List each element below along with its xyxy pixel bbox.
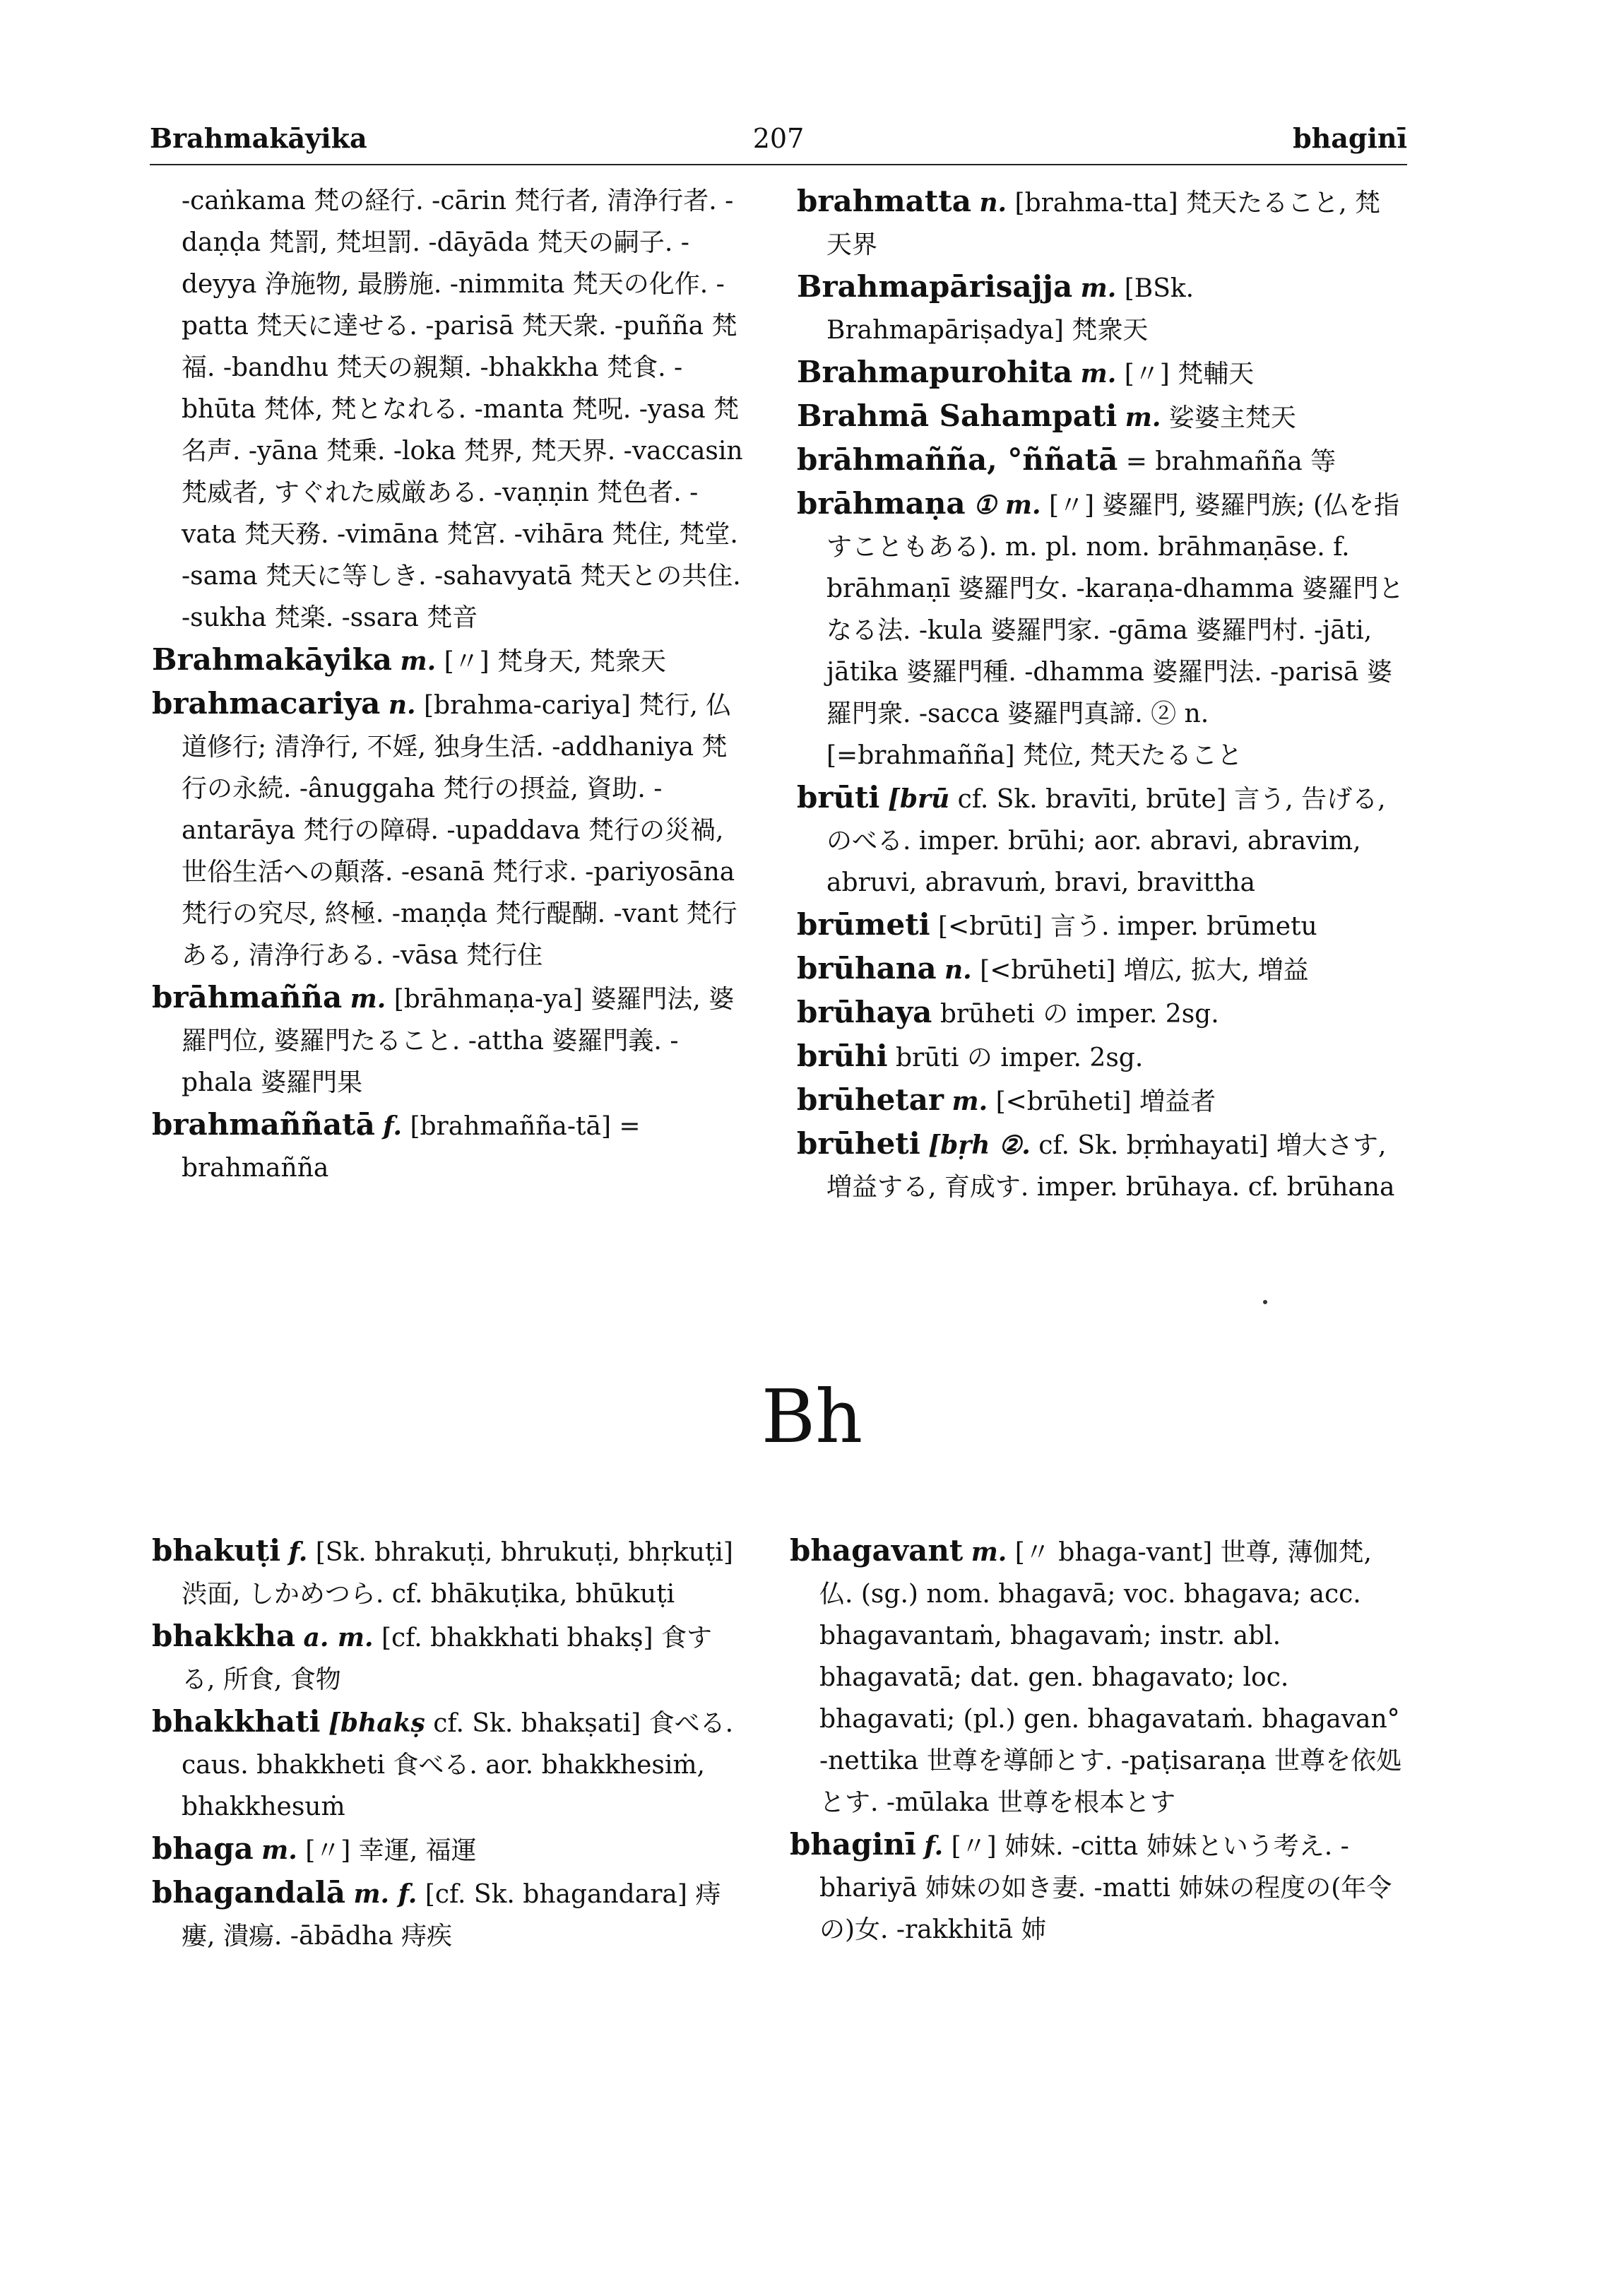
grammar-label: m. [350, 984, 386, 1014]
dictionary-entry [797, 1035, 1404, 1079]
grammar-label: m. [971, 1537, 1007, 1567]
definition: [〃] 梵身天, 梵衆天 [444, 647, 666, 676]
grammar-label: m. [1125, 403, 1161, 432]
header-left-guide-word: Brahmakāyika [150, 122, 367, 154]
upper-right-column [797, 180, 1404, 1208]
definition: [brāhmaṇa-ya] 婆羅門法, 婆羅門位, 婆羅門たること. -attha 婆羅門義. -phala 婆羅門果 [182, 985, 735, 1097]
definition: cf. Sk. bravīti, brūte] 言う, 告げる, のべる. imper. brūhi; aor. abravi, abravim, abruvi, abravuṁ, bravi, bravittha [826, 785, 1386, 897]
headword: brahmatta [797, 184, 971, 218]
dictionary-entry [797, 991, 1404, 1035]
grammar-label: [bṛh ②. [928, 1130, 1031, 1160]
headword: brūhana [797, 951, 937, 986]
headword: brūheti [797, 1126, 920, 1161]
dictionary-entry [797, 483, 1404, 776]
dictionary-entry [790, 1823, 1411, 1951]
headword: brāhmañña, °ññatā [797, 442, 1118, 477]
definition: brūheti の imper. 2sg. [940, 1000, 1219, 1029]
header-rule [150, 164, 1407, 165]
definition: cf. Sk. bṛṁhayati] 増大さす, 増益する, 育成す. imper. brūhaya. cf. brūhana [826, 1131, 1395, 1202]
definition: [brahma-cariya] 梵行, 仏道修行; 清浄行, 不婬, 独身生活. -addhaniya 梵行の永続. -ânuggaha 梵行の摂益, 資助. -antarāya 梵行の障碍. -upaddava 梵行の災禍, 世俗生活への顛落. -esanā 梵行求. -pariyosāna 梵行の究尽, 終極. -maṇḍa 梵行醍醐. -vant 梵行ある, 清浄行ある. -vāsa 梵行住 [182, 691, 737, 970]
grammar-label: n. [388, 690, 416, 720]
headword: bhaga [152, 1831, 254, 1866]
headword: bhagavant [790, 1533, 964, 1568]
definition: [brahmañña-tā] = brahmañña [182, 1112, 641, 1183]
definition: [〃] 姉妹. -citta 姉妹という考え. -bhariyā 姉妹の如き妻. -matti 姉妹の程度の(年令の)女. -rakkhitā 姉 [819, 1832, 1392, 1944]
dictionary-entry [790, 1530, 1411, 1823]
definition: 娑婆主梵天 [1168, 403, 1296, 432]
headword: bhaginī [790, 1827, 916, 1862]
section-letter-heading: Bh [761, 1373, 863, 1460]
definition: [cf. Sk. bhagandara] 痔瘻, 潰瘍. -ābādha 痔疾 [182, 1880, 721, 1951]
grammar-label: [brū [887, 784, 950, 814]
headword: brūti [797, 780, 880, 815]
definition: [Sk. bhrakuṭi, bhrukuṭi, bhṛkuṭi] 渋面, しかめつら. cf. bhākuṭika, bhūkuṭi [182, 1538, 733, 1609]
grammar-label: m. [400, 646, 437, 676]
dictionary-entry [797, 1123, 1404, 1208]
definition: = brahmañña 等 [1125, 447, 1336, 476]
definition: [brahma-tta] 梵天たること, 梵天界 [826, 189, 1381, 259]
definition: [<brūheti] 増益者 [995, 1087, 1216, 1116]
dictionary-entry [797, 180, 1404, 266]
headword: Brahmakāyika [152, 642, 393, 677]
headword: bhakkhati [152, 1704, 321, 1739]
grammar-label: f. [288, 1537, 308, 1567]
dictionary-entry [152, 1701, 745, 1828]
grammar-label: ① m. [973, 490, 1041, 520]
dictionary-entry [152, 1530, 745, 1615]
headword: Brahmā Sahampati [797, 398, 1118, 433]
grammar-label: m. f. [353, 1879, 417, 1909]
dictionary-entry [152, 1872, 745, 1957]
dictionary-entry [797, 439, 1404, 483]
grammar-label: m. [261, 1835, 297, 1865]
grammar-label: f. [924, 1831, 944, 1861]
grammar-label: m. [1080, 273, 1117, 303]
definition: [<brūti] 言う. imper. brūmetu [938, 912, 1317, 941]
grammar-label: [bhakṣ [328, 1708, 425, 1738]
definition: [cf. bhakkhati bhakṣ] 食する, 所食, 食物 [182, 1624, 713, 1694]
dictionary-entry [152, 1615, 745, 1701]
definition: [<brūheti] 増広, 拡大, 増益 [980, 956, 1309, 985]
grammar-label: f. [383, 1111, 403, 1141]
dictionary-entry [152, 639, 745, 682]
grammar-label: a. m. [303, 1623, 374, 1652]
upper-left-column [152, 180, 745, 1189]
headword: bhakkha [152, 1619, 296, 1653]
print-speck [1263, 1300, 1267, 1304]
headword: bhakuṭi [152, 1533, 281, 1568]
headword: brāhmañña [152, 980, 343, 1015]
headword: brūhi [797, 1039, 888, 1073]
dictionary-entry [797, 351, 1404, 395]
continuation-text: -caṅkama 梵の経行. -cārin 梵行者, 清浄行者. -daṇḍa 梵罰, 梵坦罰. -dāyāda 梵天の嗣子. -deyya 浄施物, 最勝施. -nimmita 梵天の化作. -patta 梵天に達せる. -parisā 梵天衆. -puñña 梵福. -bandhu 梵天の親類. -bhakkha 梵食. -bhūta 梵体, 梵となれる. -manta 梵呪. -yasa 梵名声. -yāna 梵乗. -loka 梵界, 梵天界. -vaccasin 梵威者, すぐれた威厳ある. -vaṇṇin 梵色者. -vata 梵天務. -vimāna 梵宮. -vihāra 梵住, 梵堂. -sama 梵天に等しき. -sahavyatā 梵天との共住. -sukha 梵楽. -ssara 梵音 [182, 187, 743, 632]
grammar-label: m. [1080, 359, 1117, 389]
definition: [BSk. Brahmapāriṣadya] 梵衆天 [826, 274, 1195, 345]
headword: brūmeti [797, 907, 930, 942]
dictionary-entry [797, 776, 1404, 904]
headword: brahmacariya [152, 686, 381, 721]
dictionary-entry [152, 1828, 745, 1872]
definition: [〃 bhaga-vant] 世尊, 薄伽梵, 仏. (sg.) nom. bhagavā; voc. bhagava; acc. bhagavantaṁ, bhagavaṁ; instr. abl. bhagavatā; dat. gen. bhagavato; loc. bhagavati; (pl.) gen. bhagavataṁ. bhagavan° -nettika 世尊を導師とす. -paṭisaraṇa 世尊を依処とす. -mūlaka 世尊を根本とす [819, 1538, 1402, 1817]
definition: cf. Sk. bhakṣati] 食べる. caus. bhakkheti 食べる. aor. bhakkhesiṁ, bhakkhesuṁ [182, 1709, 734, 1821]
lower-right-column [790, 1530, 1411, 1951]
dictionary-entry [797, 266, 1404, 351]
grammar-label: n. [979, 188, 1007, 218]
definition: [〃] 幸運, 福運 [305, 1836, 477, 1865]
headword: Brahmapārisajja [797, 269, 1073, 304]
page-number: 207 [752, 123, 805, 154]
dictionary-entry [797, 904, 1404, 947]
definition: brūti の imper. 2sg. [895, 1043, 1144, 1072]
dictionary-entry [152, 976, 745, 1104]
page-header [150, 122, 1407, 161]
dictionary-entry [152, 682, 745, 976]
headword: brūhetar [797, 1082, 944, 1117]
grammar-label: n. [944, 955, 972, 985]
headword: brahmaññatā [152, 1107, 375, 1142]
headword: Brahmapurohita [797, 355, 1073, 389]
headword: brūhaya [797, 995, 932, 1029]
dictionary-entry [797, 947, 1404, 991]
lower-left-column [152, 1530, 745, 1957]
headword: brāhmaṇa [797, 486, 966, 521]
dictionary-entry [797, 1079, 1404, 1123]
dictionary-entry [152, 1104, 745, 1189]
dictionary-entry [797, 395, 1404, 439]
header-right-guide-word: bhaginī [1293, 122, 1407, 154]
definition: [〃] 梵輔天 [1124, 360, 1255, 389]
headword: bhagandalā [152, 1875, 345, 1910]
grammar-label: m. [952, 1087, 988, 1116]
definition: [〃] 婆羅門, 婆羅門族; (仏を指すこともある). m. pl. nom. brāhmaṇāse. f. brāhmaṇī 婆羅門女. -karaṇa-dhamma 婆羅門となる法. -kula 婆羅門家. -gāma 婆羅門村. -jāti, jātika 婆羅門種. -dhamma 婆羅門法. -parisā 婆羅門衆. -sacca 婆羅門真諦. ② n. [=brahmañña] 梵位, 梵天たること [826, 491, 1404, 770]
